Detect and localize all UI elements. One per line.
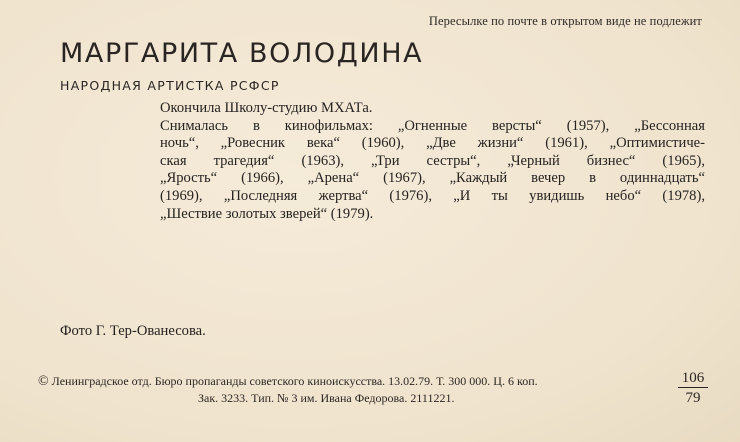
imprint-publisher: Ленинградское отд. Бюро пропаганды советского киноискусства. 13.02.79. Т. 300 000. Ц. 6 коп. <box>51 374 538 388</box>
actress-title: НАРОДНАЯ АРТИСТКА РСФСР <box>60 78 280 93</box>
bio-line: „Шествие золотых зверей“ (1979). <box>160 205 374 222</box>
actress-name: МАРГАРИТА ВОЛОДИНА <box>60 38 424 69</box>
bio-line: (1969), „Последняя жертва“ (1976), „И ты увидишь небо“ (1978), <box>160 187 705 204</box>
bio-line: „Ярость“ (1966), „Арена“ (1967), „Каждый вечер в одиннадцать“ <box>160 170 705 187</box>
catalog-fraction <box>678 370 708 406</box>
copyright-icon: © <box>38 374 49 389</box>
photo-credit: Фото Г. Тер-Ованесова. <box>60 323 206 339</box>
imprint-line-1 <box>38 373 538 390</box>
mailing-notice: Пересылке по почте в открытом виде не подлежит <box>428 14 702 28</box>
biography <box>160 100 705 223</box>
bio-line: ская трагедия“ (1963), „Три сестры“, „Черный бизнес“ (1965), <box>160 152 705 169</box>
bio-line: Снималась в кинофильмах: „Огненные версты“ (1957), „Бессонная <box>160 117 705 134</box>
bio-line: ночь“, „Ровесник века“ (1960), „Две жизни“ (1961), „Оптимистиче- <box>160 135 705 152</box>
fraction-denominator: 79 <box>685 390 701 406</box>
bio-line: Окончила Школу-студию МХАТа. <box>160 100 373 116</box>
fraction-numerator: 106 <box>678 370 708 388</box>
imprint-line-2: Зак. 3233. Тип. № 3 им. Ивана Федорова. 2111221. <box>198 391 455 405</box>
imprint <box>38 373 538 406</box>
